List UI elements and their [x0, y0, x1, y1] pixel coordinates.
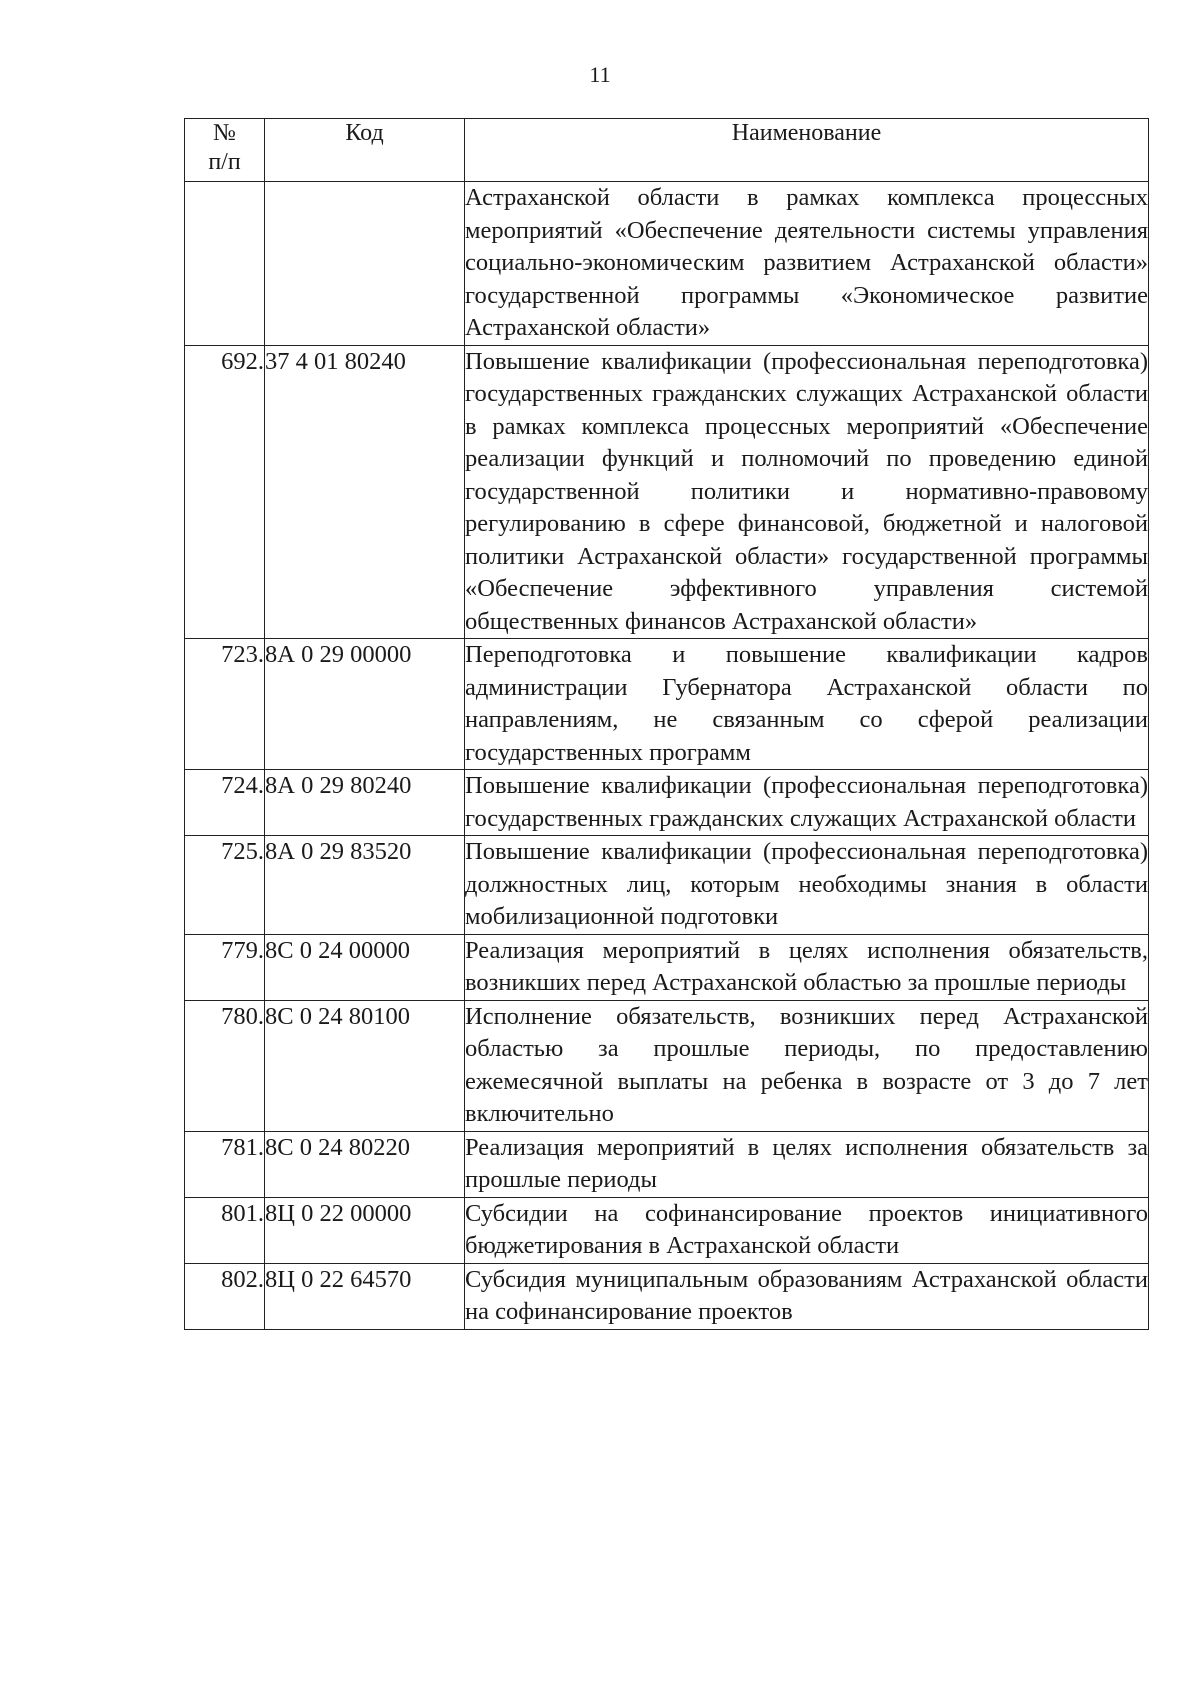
row-name: Астраханской области в рамках комплекса процессных мероприятий «Обеспечение деятельности системы управления социально-экономическим развитием Астраханской области» государственной программы «Экономическое развитие Астраханской области» [465, 182, 1149, 346]
budget-code-table [184, 118, 1149, 1330]
row-number [185, 182, 265, 346]
table-row [185, 934, 1149, 1000]
row-number: 725. [185, 836, 265, 935]
page-number: 11 [589, 62, 611, 87]
table-row [185, 1131, 1149, 1197]
table-header-row [185, 119, 1149, 182]
table-body [185, 182, 1149, 1330]
row-code: 8Ц 0 22 64570 [265, 1263, 465, 1329]
table-row [185, 1197, 1149, 1263]
row-code: 8С 0 24 00000 [265, 934, 465, 1000]
row-code: 8А 0 29 80240 [265, 770, 465, 836]
row-name: Повышение квалификации (профессиональная переподготовка) государственных гражданских служащих Астраханской области [465, 770, 1149, 836]
table-row [185, 639, 1149, 770]
row-code: 37 4 01 80240 [265, 345, 465, 639]
row-number: 802. [185, 1263, 265, 1329]
row-number: 723. [185, 639, 265, 770]
row-code: 8А 0 29 83520 [265, 836, 465, 935]
header-code: Код [265, 119, 465, 182]
row-name: Исполнение обязательств, возникших перед Астраханской областью за прошлые периоды, по предоставлению ежемесячной выплаты на ребенка в возрасте от 3 до 7 лет включительно [465, 1000, 1149, 1131]
row-code: 8Ц 0 22 00000 [265, 1197, 465, 1263]
header-number [185, 119, 265, 182]
header-name: Наименование [465, 119, 1149, 182]
row-number: 781. [185, 1131, 265, 1197]
row-number: 724. [185, 770, 265, 836]
table-row [185, 1263, 1149, 1329]
row-name: Реализация мероприятий в целях исполнения обязательств, возникших перед Астраханской областью за прошлые периоды [465, 934, 1149, 1000]
row-code: 8С 0 24 80220 [265, 1131, 465, 1197]
row-number: 801. [185, 1197, 265, 1263]
row-code: 8С 0 24 80100 [265, 1000, 465, 1131]
table-row [185, 836, 1149, 935]
table-row [185, 1000, 1149, 1131]
table-row [185, 182, 1149, 346]
row-number: 779. [185, 934, 265, 1000]
table-row [185, 770, 1149, 836]
row-name: Субсидии на софинансирование проектов инициативного бюджетирования в Астраханской области [465, 1197, 1149, 1263]
row-name: Переподготовка и повышение квалификации кадров администрации Губернатора Астраханской области по направлениям, не связанным со сферой реализации государственных программ [465, 639, 1149, 770]
header-number-label: № п/п [208, 120, 241, 175]
row-name: Повышение квалификации (профессиональная переподготовка) государственных гражданских служащих Астраханской области в рамках комплекса процессных мероприятий «Обеспечение реализации функций и полномочий по проведению единой государственной политики и нормативно-правовому регулированию в сфере финансовой, бюджетной и налоговой политики Астраханской области» государственной программы «Обеспечение эффективного управления системой общественных финансов Астраханской области» [465, 345, 1149, 639]
row-number: 692. [185, 345, 265, 639]
row-name: Реализация мероприятий в целях исполнения обязательств за прошлые периоды [465, 1131, 1149, 1197]
row-code [265, 182, 465, 346]
row-code: 8А 0 29 00000 [265, 639, 465, 770]
row-name: Субсидия муниципальным образованиям Астраханской области на софинансирование проектов [465, 1263, 1149, 1329]
table-row [185, 345, 1149, 639]
row-number: 780. [185, 1000, 265, 1131]
row-name: Повышение квалификации (профессиональная переподготовка) должностных лиц, которым необходимы знания в области мобилизационной подготовки [465, 836, 1149, 935]
